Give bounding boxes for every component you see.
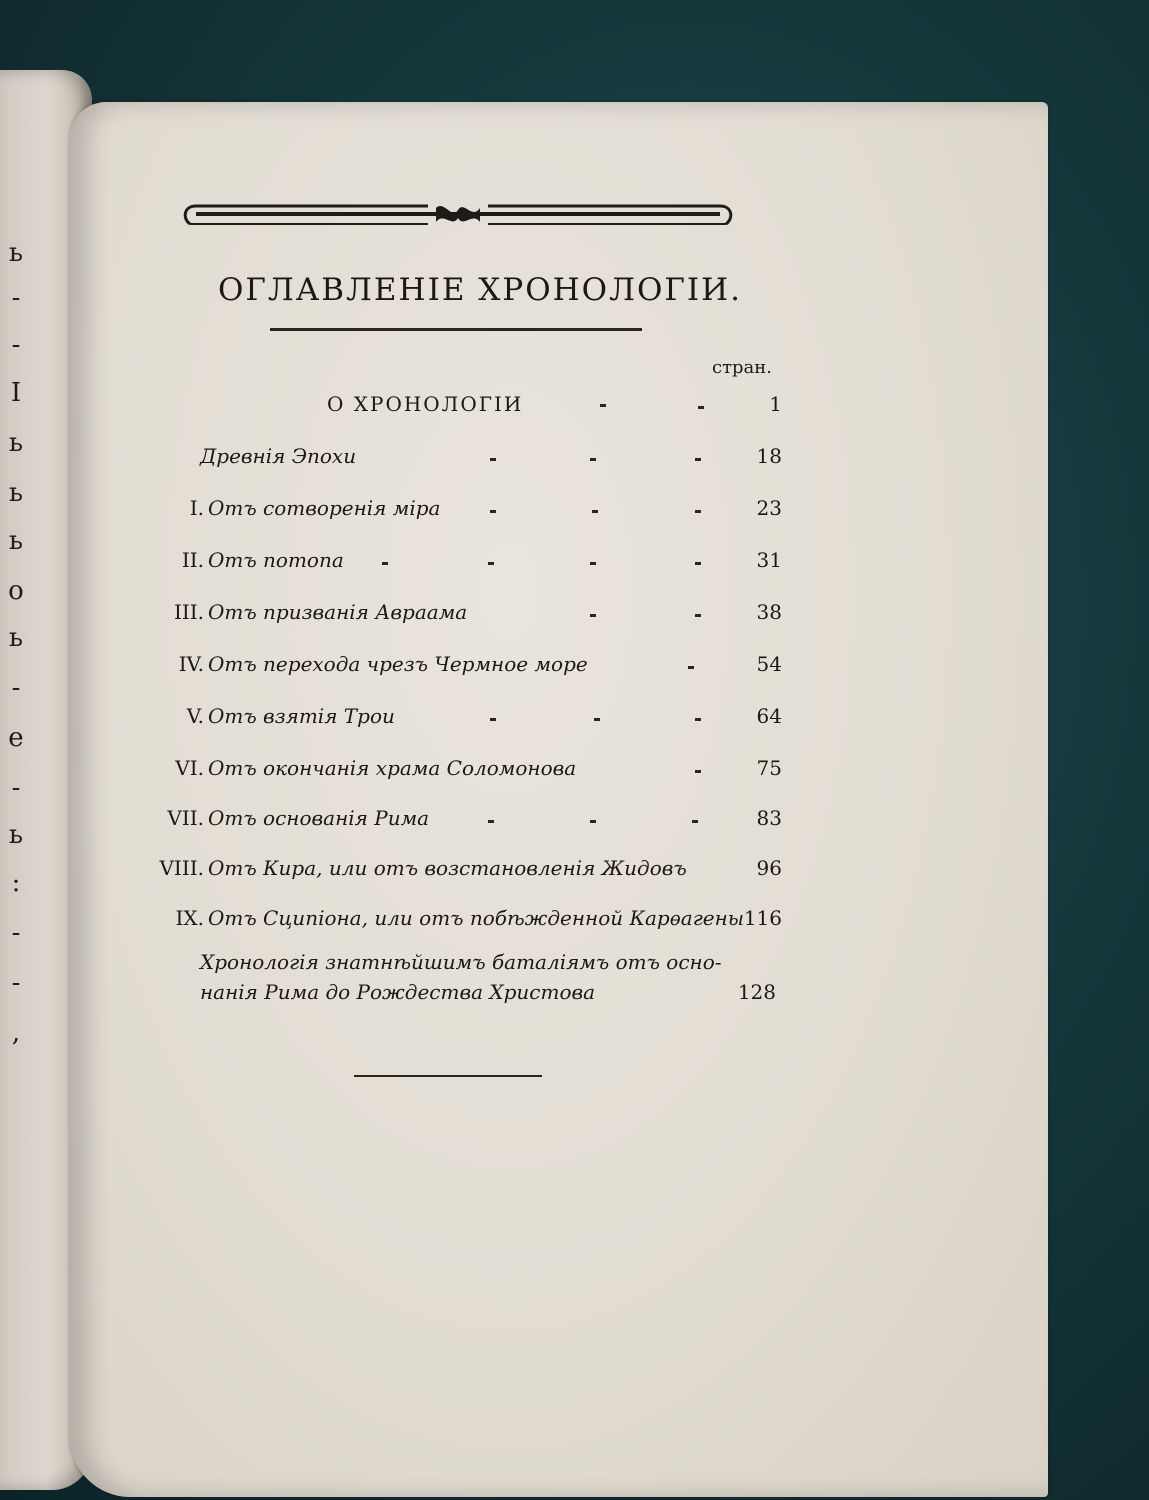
toc-entry-title: Отъ взятія Трои [208,704,395,728]
left-page-glyph: - [11,968,21,998]
title-divider [270,328,642,331]
leader-dot [695,458,701,461]
toc-entry-number: II. [181,548,204,572]
page-title: ОГЛАВЛЕНІЕ ХРОНОЛОГІИ. [217,272,743,308]
leader-dot [382,562,388,565]
toc-entry [70,444,790,478]
left-page-glyph: - [11,283,21,313]
leader-dot [590,458,596,461]
toc-entry [70,906,790,940]
leader-dot [590,614,596,617]
leader-dot [692,820,698,823]
toc-entry [70,856,790,890]
toc-entry-title: Отъ Кира, или отъ возстановленія Жидовъ [208,856,687,880]
toc-entry [70,806,790,840]
left-page-glyph: : [11,868,21,898]
toc-entry [70,392,790,426]
toc-entry-number: VIII. [159,856,204,880]
toc-entry-number: I. [189,496,204,520]
leader-dot [600,404,606,407]
left-page-glyph: е [8,723,24,753]
toc-entry [70,652,790,686]
toc-entry-number: IV. [178,652,204,676]
toc-entry-number: IX. [175,906,204,930]
leader-dot [698,406,704,409]
right-page [70,102,1048,1497]
toc-entry-number: VI. [175,756,204,780]
left-page-glyph: ь [8,428,24,458]
leader-dot [490,718,496,721]
toc-entry [70,600,790,634]
left-page-glyph: ь [8,478,24,508]
toc-entry-line: Хронологія знатнѣйшимъ баталіямъ отъ осно- [200,950,722,974]
leader-dot [490,510,496,513]
toc-entry-page: 1 [769,392,782,416]
toc-entry-page: 64 [756,704,782,728]
left-page-glyph: - [11,330,21,360]
leader-dot [688,666,694,669]
left-page-glyph: I [10,378,22,408]
toc-entry-title: Отъ основанія Рима [208,806,430,830]
left-page-glyph: ь [8,238,24,268]
leader-dot [490,458,496,461]
leader-dot [488,562,494,565]
left-page-glyph: - [11,918,21,948]
toc-entry-number: III. [173,600,204,624]
toc-entry [70,496,790,530]
toc-entry-title: Отъ перехода чрезъ Чермное море [208,652,588,676]
left-page-glyph: - [11,673,21,703]
toc-entry-page: 75 [756,756,782,780]
toc-entry-page: 128 [737,980,776,1004]
leader-dot [594,718,600,721]
toc-entry-page: 23 [756,496,782,520]
toc-entry-multiline [200,950,800,1010]
toc-entry-number: VII. [167,806,204,830]
toc-entry-page: 38 [756,600,782,624]
leader-dot [488,820,494,823]
toc-entry-title: Отъ сотворенія міра [208,496,441,520]
toc-entry-page: 31 [756,548,782,572]
toc-entry-title: Отъ Сципіона, или отъ побѣжденной Карѳагены [208,906,745,930]
toc-entry-line: нанія Рима до Рождества Христова [200,980,596,1004]
toc-entry-title: Отъ призванія Авраама [208,600,468,624]
toc-entry [70,548,790,582]
leader-dot [695,562,701,565]
toc-entry-title: Древнія Эпохи [200,444,357,468]
toc-entry-title: Отъ окончанія храма Соломонова [208,756,577,780]
left-page-glyph: ь [8,526,24,556]
leader-dot [695,510,701,513]
left-page-glyph: ь [8,820,24,850]
toc-entry-page: 83 [756,806,782,830]
toc-entry-number: V. [186,704,204,728]
toc-entry-page: 96 [756,856,782,880]
toc-entry-title: Отъ потопа [208,548,344,572]
left-page-glyph: о [8,576,24,606]
leader-dot [695,614,701,617]
toc-entry-page: 116 [743,906,782,930]
toc-entry-page: 54 [756,652,782,676]
left-page-glyph: , [11,1018,21,1048]
left-page-glyph: - [11,773,21,803]
closing-divider [354,1075,542,1077]
leader-dot [592,510,598,513]
header-ornament [178,194,738,234]
leader-dot [590,820,596,823]
leader-dot [695,718,701,721]
toc-entry-title: О ХРОНОЛОГІИ [327,392,524,416]
toc-entry [70,704,790,738]
page-column-label: стран. [712,357,773,378]
toc-entry [70,756,790,790]
toc-entry-page: 18 [756,444,782,468]
left-page-glyph: ь [8,623,24,653]
leader-dot [695,770,701,773]
leader-dot [590,562,596,565]
